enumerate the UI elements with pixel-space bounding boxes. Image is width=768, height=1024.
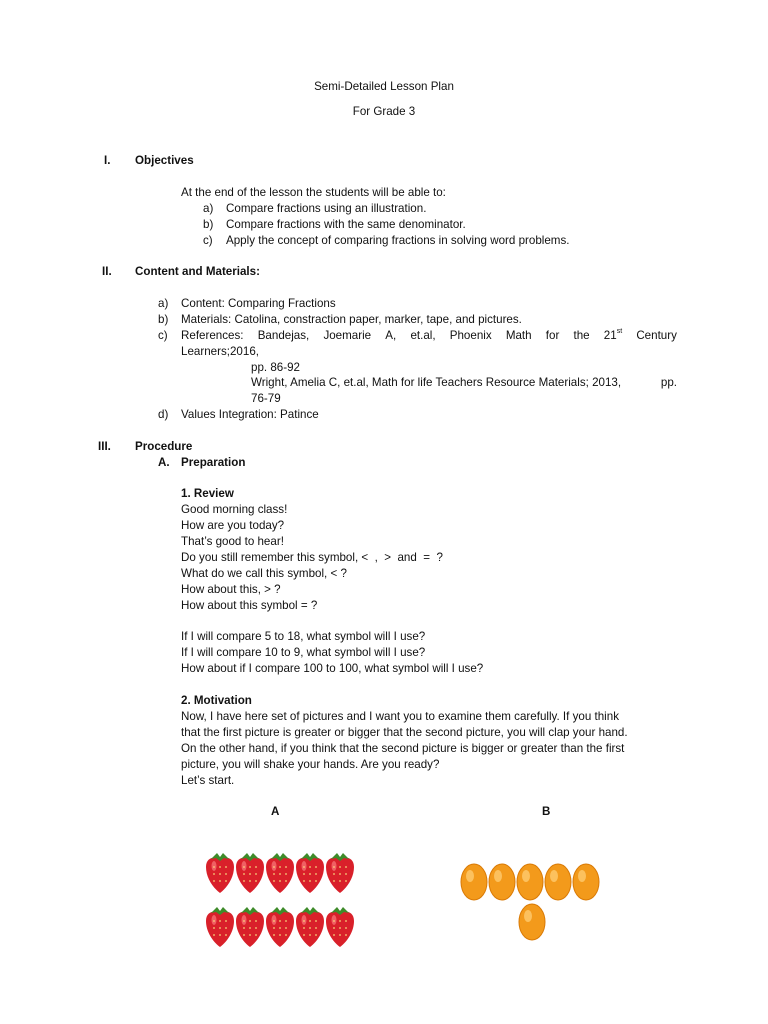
list-item: Apply the concept of comparing fractions in solving word problems.: [226, 234, 570, 247]
review-heading: 1. Review: [181, 487, 234, 500]
section-heading-procedure: Procedure: [135, 440, 193, 453]
orange-icon: [545, 864, 571, 900]
list-marker: c): [158, 329, 168, 342]
references-text-1: References:: [181, 329, 244, 342]
strawberry-icon: [206, 853, 234, 893]
strawberry-icon: [236, 853, 264, 893]
motivation-line: On the other hand, if you think that the second picture is bigger or greater than the first: [181, 742, 625, 755]
list-item: Compare fractions using an illustration.: [226, 202, 427, 215]
subsection-heading-preparation: Preparation: [181, 456, 246, 469]
list-marker: d): [158, 408, 169, 421]
list-marker: c): [203, 234, 213, 247]
list-marker: b): [203, 218, 214, 231]
strawberry-icon: [266, 853, 294, 893]
review-line: How about this, > ?: [181, 583, 281, 596]
list-marker: a): [158, 297, 169, 310]
references-pages: 76-79: [251, 392, 281, 405]
motivation-line: Now, I have here set of pictures and I want you to examine them carefully. If you think: [181, 710, 619, 723]
list-marker: a): [203, 202, 214, 215]
orange-icon: [489, 864, 515, 900]
list-marker: b): [158, 313, 169, 326]
compare-line: How about if I compare 100 to 100, what symbol will I use?: [181, 662, 484, 675]
section-heading-content: Content and Materials:: [135, 265, 260, 278]
strawberries-image: [203, 845, 355, 953]
strawberry-icon: [266, 907, 294, 947]
strawberry-icon: [236, 907, 264, 947]
superscript: st: [616, 328, 623, 335]
section-number: III.: [98, 440, 111, 453]
review-line: Good morning class!: [181, 503, 288, 516]
subsection-marker: A.: [158, 456, 170, 469]
strawberry-icon: [206, 907, 234, 947]
strawberry-icon: [326, 907, 354, 947]
review-line: How about this symbol = ?: [181, 599, 318, 612]
review-line: What do we call this symbol, < ?: [181, 567, 347, 580]
picture-label-a: A: [271, 805, 280, 818]
oranges-picture: [452, 852, 608, 950]
strawberry-icon: [296, 853, 324, 893]
compare-line: If I will compare 10 to 9, what symbol will I use?: [181, 646, 426, 659]
compare-line: If I will compare 5 to 18, what symbol will I use?: [181, 630, 426, 643]
orange-icon: [573, 864, 599, 900]
orange-icon: [461, 864, 487, 900]
orange-icon: [517, 864, 543, 900]
doc-subtitle: For Grade 3: [352, 105, 416, 118]
section-number: I.: [104, 154, 111, 167]
motivation-line: that the first picture is greater or bigger that the second picture, you will clap your hand.: [181, 726, 628, 739]
references-line: References: Bandejas, Joemarie A, et.al, Phoenix Math for the 21st Century: [181, 328, 677, 342]
review-line: That’s good to hear!: [181, 535, 284, 548]
motivation-end: Let’s start.: [181, 774, 235, 787]
doc-title: Semi-Detailed Lesson Plan: [314, 80, 454, 93]
materials-item: Materials: Catolina, constraction paper, marker, tape, and pictures.: [181, 313, 522, 326]
orange-icon: [519, 904, 545, 940]
strawberry-icon: [326, 853, 354, 893]
section-heading-objectives: Objectives: [135, 154, 194, 167]
values-item: Values Integration: Patince: [181, 408, 319, 421]
references-line: Learners;2016,: [181, 345, 259, 358]
picture-label-b: B: [542, 805, 551, 818]
motivation-line: picture, you will shake your hands. Are you ready?: [181, 758, 440, 771]
review-line: How are you today?: [181, 519, 285, 532]
review-line: Do you still remember this symbol, < , > and = ?: [181, 551, 443, 564]
objectives-intro: At the end of the lesson the students will be able to:: [181, 186, 446, 199]
references-line: Wright, Amelia C, et.al, Math for life Teachers Resource Materials; 2013, pp.: [251, 376, 677, 389]
motivation-heading: 2. Motivation: [181, 694, 252, 707]
oranges-image: [452, 852, 608, 950]
list-item: Compare fractions with the same denominator.: [226, 218, 466, 231]
content-item: Content: Comparing Fractions: [181, 297, 336, 310]
references-pages: pp. 86-92: [251, 361, 300, 374]
section-number: II.: [102, 265, 112, 278]
strawberry-icon: [296, 907, 324, 947]
strawberries-picture: [203, 845, 355, 953]
